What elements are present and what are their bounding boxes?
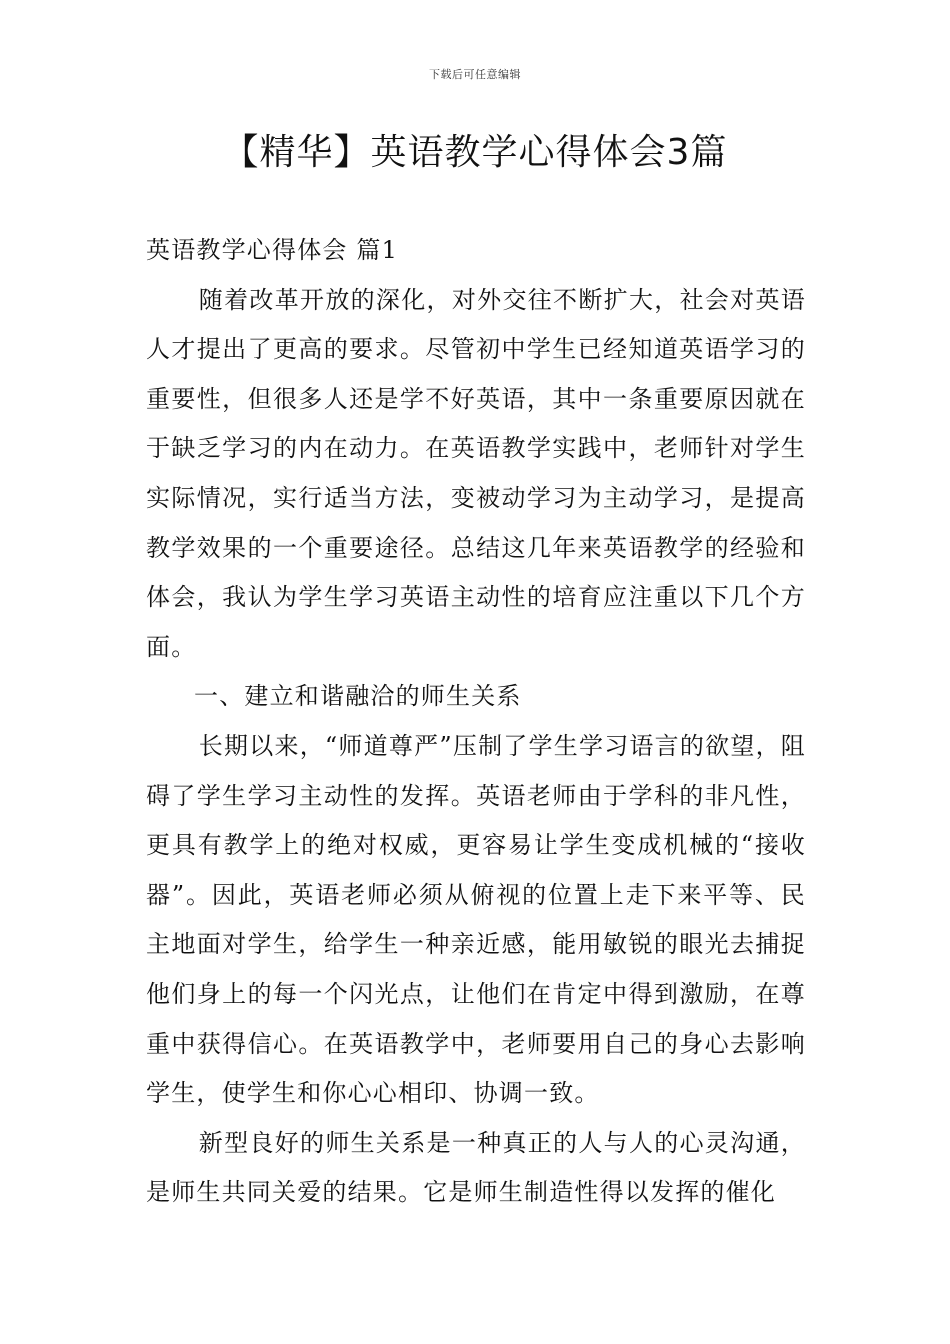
section-label: 英语教学心得体会 篇1 xyxy=(146,236,399,264)
paragraph-2: 长期以来，“师道尊严”压制了学生学习语言的欲望，阻碍了学生学习主动性的发挥。英语老师由于学科的非凡性，更具有教学上的绝对权威，更容易让学生变成机械的“接收器”。因此，英语老师必须从俯视的位置上走下来平等、民主地面对学生，给学生一种亲近感，能用敏锐的眼光去捕捉他们身上的每一个闪光点，让他们在肯定中得到激励，在尊重中获得信心。在英语教学中，老师要用自己的身心去影响学生，使学生和你心心相印、协调一致。 xyxy=(146,731,806,1108)
document-body xyxy=(146,226,806,1218)
section-heading-1: 一、建立和谐融洽的师生关系 xyxy=(194,682,522,711)
paragraph-3: 新型良好的师生关系是一种真正的人与人的心灵沟通，是师生共同关爱的结果。它是师生制造性得以发挥的催化 xyxy=(146,1128,806,1207)
document-title: 【精华】英语教学心得体会3篇 xyxy=(222,132,728,173)
paragraph-1: 随着改革开放的深化，对外交往不断扩大，社会对英语人才提出了更高的要求。尽管初中学生已经知道英语学习的重要性，但很多人还是学不好英语，其中一条重要原因就在于缺乏学习的内在动力。在英语教学实践中，老师针对学生实际情况，实行适当方法，变被动学习为主动学习，是提高教学效果的一个重要途径。总结这几年来英语教学的经验和体会，我认为学生学习英语主动性的培育应注重以下几个方面。 xyxy=(146,285,806,661)
header-note: 下载后可任意编辑 xyxy=(429,68,521,81)
